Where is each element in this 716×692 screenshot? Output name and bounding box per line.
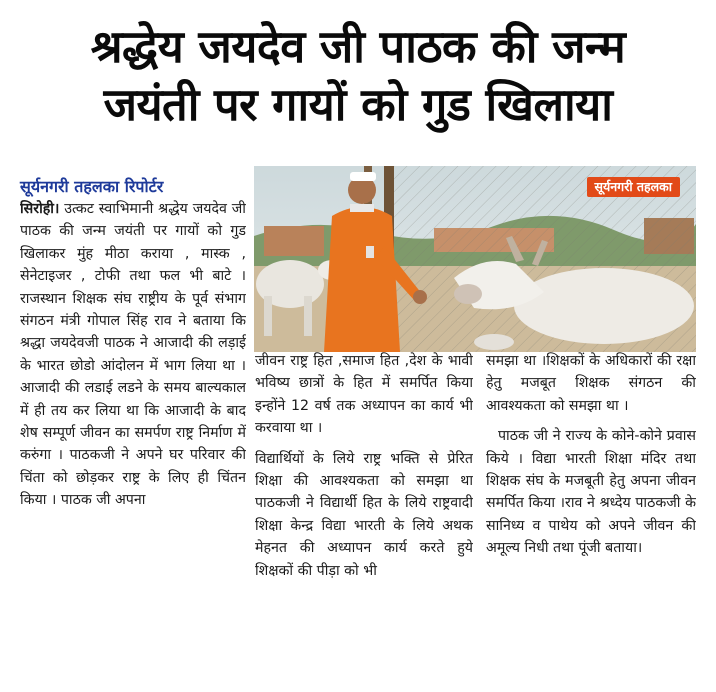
photo-watermark-badge: सूर्यनगरी तहलका [587,177,680,197]
column-1-paragraph [20,198,246,512]
column-2-paragraph-2: विद्यार्थियों के लिये राष्ट्र भक्ति से प्रेरित शिक्षा की आवश्यकता को समझा था पाठकजी ने विद्यार्थी हित के लिये राष्ट्रवादी शिक्षा केन्द्र विद्या भारती के लिये अथक मेहनत की अध्यापन कार्य करते हुये शिक्षकों की पीड़ा को भी [255,450,473,579]
column-3-paragraph-2: पाठक जी ने राज्य के कोने-कोने प्रवास किये । विद्या भारती शिक्षा मंदिर तथा शिक्षक संघ के मजबूती हेतु अपना जीवन समर्पित किया ।राव ने श्रध्देय पाठकजी के सानिध्य व पाथेय को अपने जीवन की अमूल्य निधी तथा पूंजी बताया। [486,428,696,557]
headline [0,18,716,134]
reporter-byline: सूर्यनगरी तहलका रिपोर्टर [20,177,164,196]
article-column-3 [486,350,696,674]
article-column-1 [20,198,246,674]
headline-line-2: जयंती पर गायों को गुड खिलाया [103,78,613,131]
dateline: सिरोही। [20,201,60,217]
article-column-2 [255,350,473,674]
headline-line-1: श्रद्धेय जयदेव जी पाठक की जन्म [90,20,626,73]
column-1-text: उत्कट स्वाभिमानी श्रद्धेय जयदेव जी पाठक की जन्म जयंती पर गायों को गुड खिलाकर मुंह मीठा कराया , मास्क , सेनेटाइजर , टोफी तथा फल भी बाटे । राजस्थान शिक्षक संघ राष्ट्रीय के पूर्व संभाग संगठन मंत्री गोपाल सिंह राव ने बताया कि श्रद्धा जयदेवजी पाठक ने आजादी की लड़ाई के भारत छोडो आंदोलन में भाग लिया था ।आजादी की लडाई लडने के समय बाल्यकाल में ही तय कर लिया था कि आजादी के बाद शेष सम्पूर्ण जीवन का समर्पण राष्ट्र निर्माण में करुंगा । पाठकजी ने अपने घर परिवार की चिंता को छोड़कर राष्ट्र के लिए ही चिंतन किया । पाठक जी अपना [20,201,246,509]
column-3-paragraph-1: समझा था ।शिक्षकों के अधिकारों की रक्षा हेतु मजबूत शिक्षक संगठन की आवश्यकता को समझा था । [486,353,696,414]
column-2-paragraph-1: जीवन राष्ट्र हित ,समाज हित ,देश के भावी भविष्य छात्रों के हित में समर्पित किया इन्होंने 12 वर्ष तक अध्यापन का कार्य भी करवाया था । [255,353,473,437]
news-photo [254,166,696,352]
